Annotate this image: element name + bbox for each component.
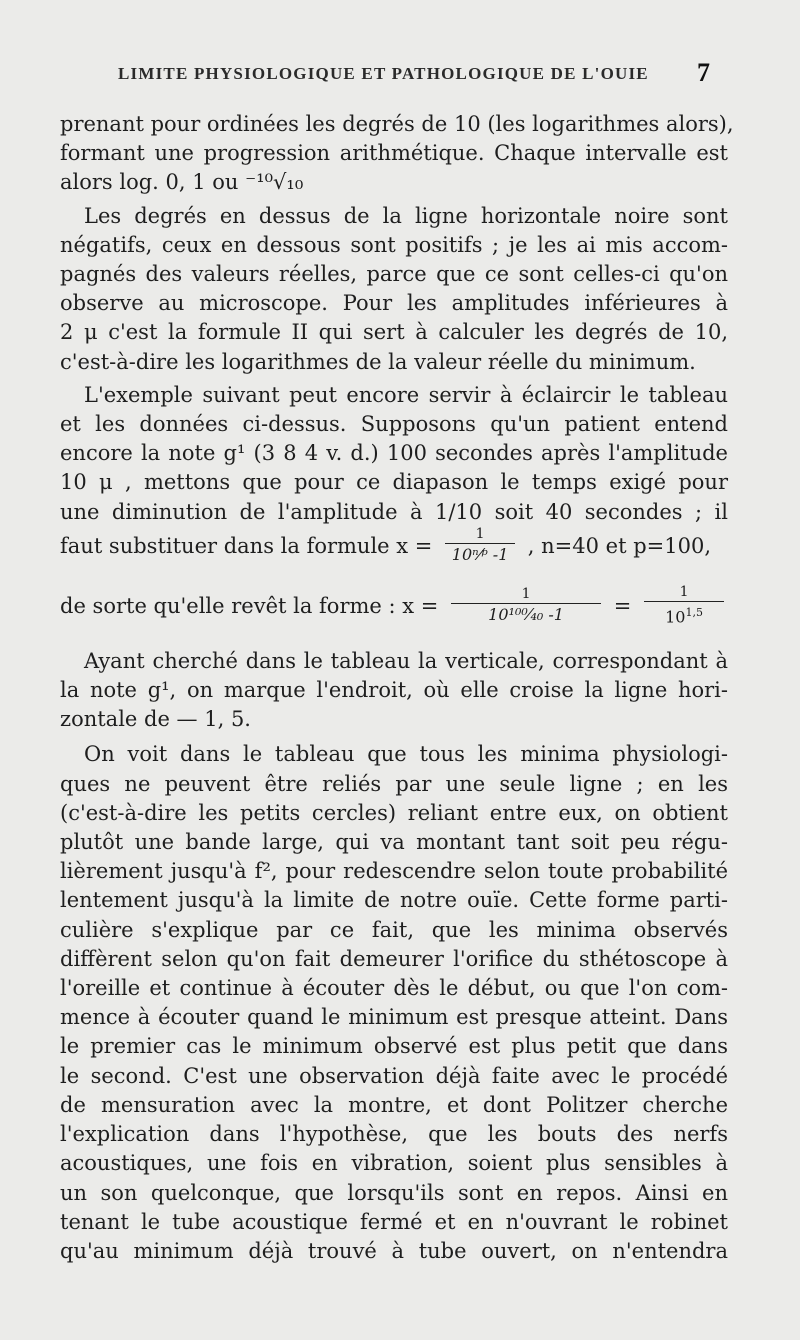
text-line: un son quelconque, que lorsqu'ils sont en repos. Ainsi en: [60, 1180, 728, 1205]
running-title: LIMITE PHYSIOLOGIQUE ET PATHOLOGIQUE DE L'OUIE: [118, 64, 649, 83]
formula-fraction: [445, 527, 515, 566]
text-line: prenant pour ordinées les degrés de 10 (les logarithmes alors),: [60, 112, 734, 136]
fraction-numerator: 1: [445, 527, 515, 544]
text-line: l'oreille et continue à écouter dès le début, ou que l'on com-: [60, 976, 728, 1001]
paragraph-2: [60, 202, 728, 377]
text-line: (c'est-à-dire les petits cercles) reliant entre eux, on obtient: [60, 800, 728, 825]
text-line: culière s'explique par ce fait, que les minima observés: [60, 917, 728, 942]
equals-sign: =: [613, 593, 632, 618]
formula-line-1: [60, 527, 728, 585]
text-line: zontale de — 1, 5.: [60, 707, 251, 732]
text-line: diffèrent selon qu'on fait demeurer l'orifice du sthétoscope à: [60, 946, 728, 971]
formula-fraction: [451, 587, 601, 626]
fraction-exponent: 1,5: [685, 605, 703, 619]
text-line: alors log. 0, 1 ou ⁻¹⁰√₁₀: [60, 170, 304, 195]
page-number: 7: [697, 58, 710, 87]
fraction-numerator: 1: [451, 587, 601, 604]
paragraph-4: [60, 647, 728, 735]
body-text: [60, 110, 734, 1270]
text-line: et les données ci-dessus. Supposons qu'un patient entend: [60, 412, 728, 437]
text-line: Les degrés en dessus de la ligne horizontale noire sont: [84, 203, 728, 228]
formula-text: de sorte qu'elle revêt la forme : x =: [60, 593, 439, 618]
text-line: de mensuration avec la montre, et dont Politzer cherche: [60, 1092, 728, 1117]
fraction-numerator: 1: [644, 585, 724, 602]
text-line: l'explication dans l'hypothèse, que les bouts des nerfs: [60, 1122, 728, 1147]
paragraph-1: [60, 110, 734, 198]
text-line: 2 μ c'est la formule II qui sert à calculer les degrés de 10,: [60, 320, 728, 345]
page-header: [118, 58, 738, 92]
text-line: encore la note g¹ (3 8 4 v. d.) 100 secondes après l'amplitude: [60, 441, 728, 466]
fraction-denominator: 10ⁿ⁄ᵖ -1: [451, 544, 509, 564]
text-line: formant une progression arithmétique. Chaque intervalle est: [60, 141, 728, 166]
text-line: le second. C'est une observation déjà faite avec le procédé: [60, 1063, 728, 1088]
text-line: pagnés des valeurs réelles, parce que ce sont celles-ci qu'on: [60, 262, 728, 287]
paragraph-3: [60, 381, 728, 643]
text-line: Ayant cherché dans le tableau la verticale, correspondant à: [84, 648, 728, 673]
formula-fraction: [644, 585, 724, 628]
text-line: une diminution de l'amplitude à 1/10 soit 40 secondes ; il: [60, 499, 728, 524]
text-line: acoustiques, une fois en vibration, soient plus sensibles à: [60, 1151, 728, 1176]
text-line: On voit dans le tableau que tous les minima physiologi-: [84, 742, 728, 767]
text-line: tenant le tube acoustique fermé et en n'ouvrant le robinet: [60, 1209, 728, 1234]
text-line: L'exemple suivant peut encore servir à éclaircir le tableau: [84, 382, 728, 407]
text-line: plutôt une bande large, qui va montant tant soit peu régu-: [60, 830, 728, 855]
fraction-denominator: 10¹⁰⁰⁄₄₀ -1: [488, 605, 564, 625]
formula-line-2: [60, 585, 728, 643]
text-line: mence à écouter quand le minimum est presque atteint. Dans: [60, 1005, 728, 1030]
fraction-denominator-group: [644, 602, 724, 628]
fraction-denominator: 10: [665, 607, 686, 627]
formula-text: , n=40 et p=100,: [527, 533, 711, 558]
text-line: ques ne peuvent être reliés par une seule ligne ; en les: [60, 771, 728, 796]
text-line: 10 μ , mettons que pour ce diapason le temps exigé pour: [60, 470, 728, 495]
formula-text: faut substituer dans la formule x =: [60, 533, 433, 558]
text-line: qu'au minimum déjà trouvé à tube ouvert, on n'entendra: [60, 1238, 728, 1263]
text-line: lièrement jusqu'à f², pour redescendre selon toute probabilité: [60, 859, 728, 884]
text-line: le premier cas le minimum observé est plus petit que dans: [60, 1034, 728, 1059]
text-line: c'est-à-dire les logarithmes de la valeur réelle du minimum.: [60, 349, 696, 374]
text-line: lentement jusqu'à la limite de notre ouïe. Cette forme parti-: [60, 888, 728, 913]
paragraph-5: [60, 740, 728, 1266]
text-line: la note g¹, on marque l'endroit, où elle croise la ligne hori-: [60, 678, 728, 703]
text-line: observe au microscope. Pour les amplitudes inférieures à: [60, 291, 728, 316]
text-line: négatifs, ceux en dessous sont positifs ; je les ai mis accom-: [60, 232, 728, 257]
